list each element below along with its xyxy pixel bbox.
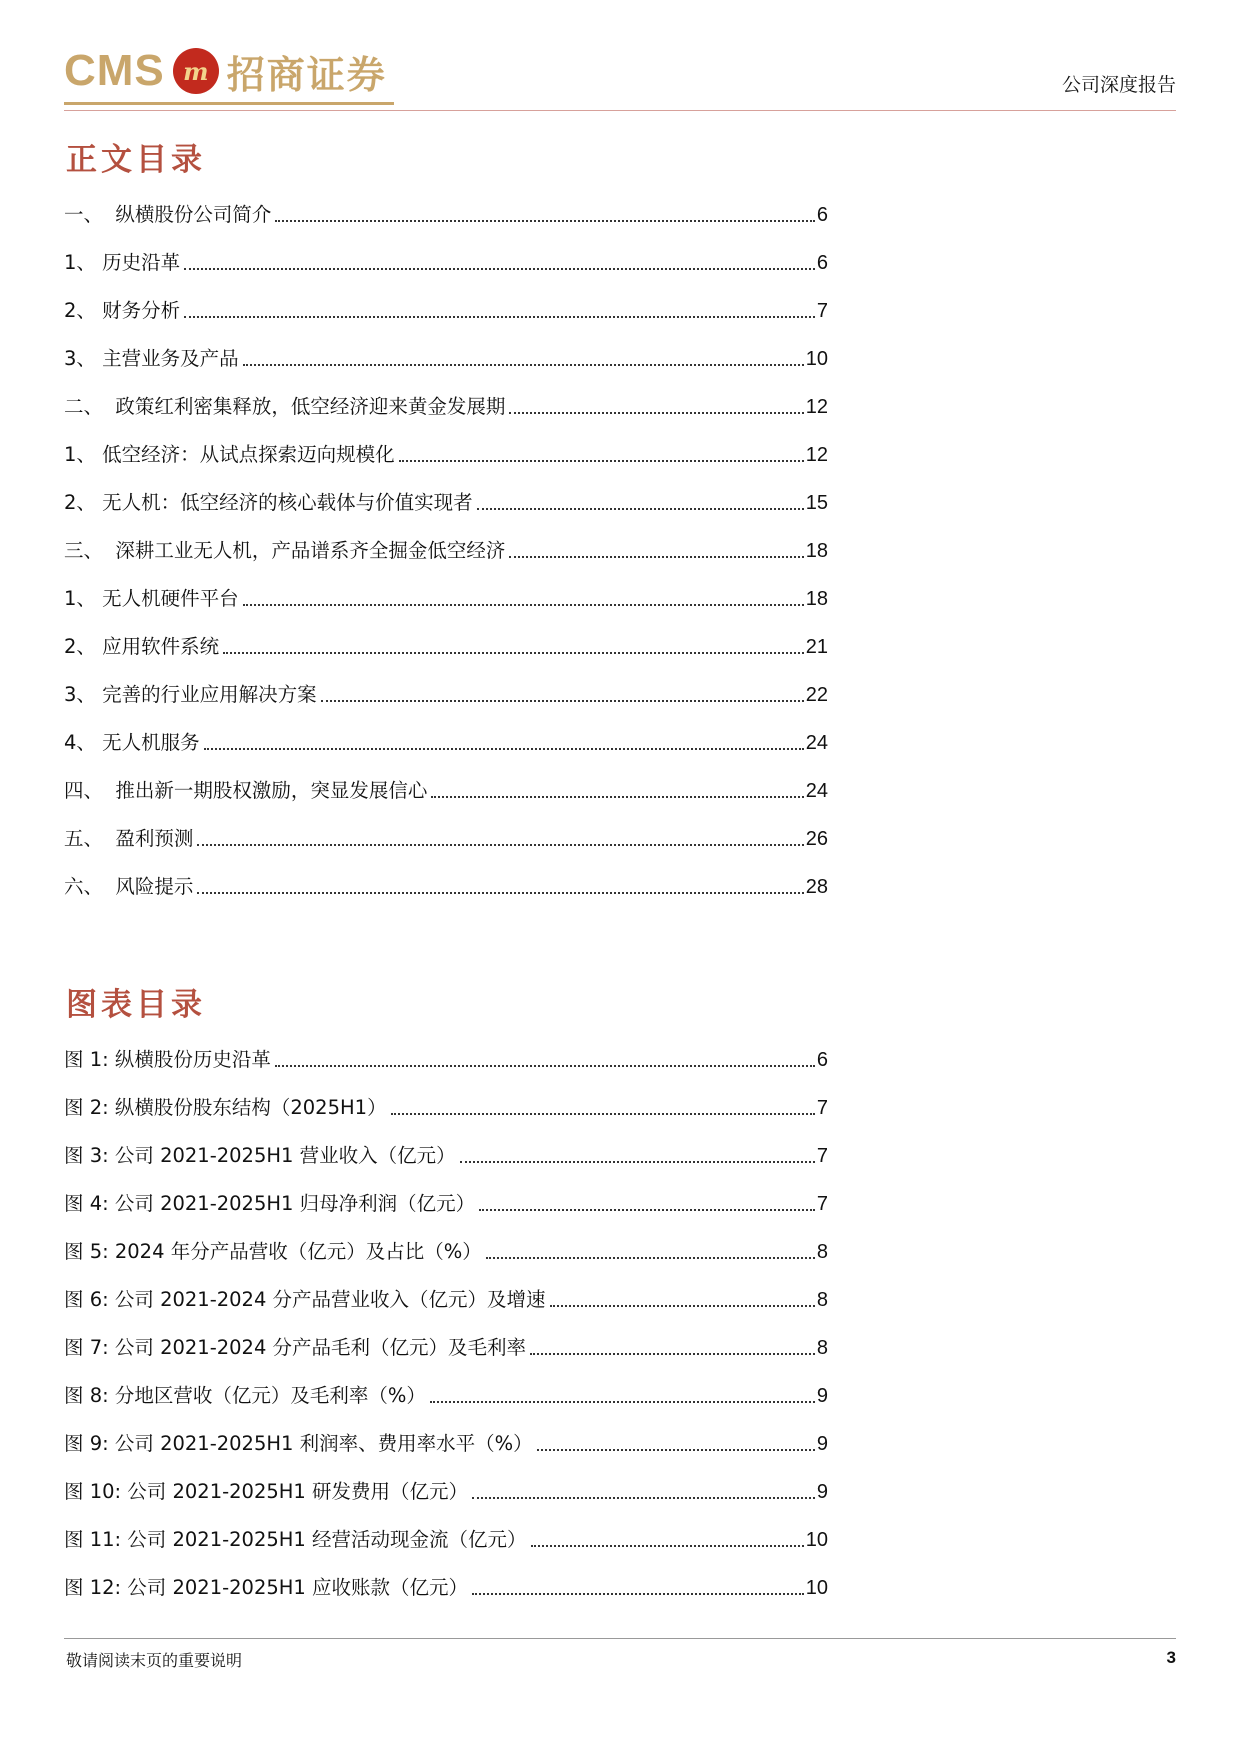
dot-leader	[477, 507, 804, 510]
logo-emblem-icon: m	[173, 48, 219, 94]
toc-entry-page: 7	[816, 1193, 828, 1215]
toc-entry[interactable]	[64, 660, 828, 708]
toc-entry-page: 12	[805, 444, 828, 466]
page-header	[64, 40, 1176, 112]
figures-list	[64, 1025, 828, 1601]
dot-leader	[391, 1112, 815, 1115]
toc-entry-label: 图 5: 2024 年分产品营收（亿元）及占比（%）	[64, 1239, 486, 1265]
toc-entry[interactable]	[64, 1121, 828, 1169]
dot-leader	[530, 1352, 815, 1355]
toc-entry[interactable]	[64, 1169, 828, 1217]
toc-entry-page: 10	[805, 1529, 828, 1551]
toc-entry[interactable]	[64, 468, 828, 516]
toc-entry-page: 8	[816, 1241, 828, 1263]
toc-entry[interactable]	[64, 420, 828, 468]
toc-entry-page: 28	[805, 876, 828, 898]
toc-entry[interactable]	[64, 564, 828, 612]
toc-entry[interactable]	[64, 1073, 828, 1121]
toc-entry-page: 10	[805, 1577, 828, 1599]
toc-entry[interactable]	[64, 1265, 828, 1313]
toc-entry-page: 6	[816, 252, 828, 274]
toc-entry-label: 3、 完善的行业应用解决方案	[64, 682, 321, 708]
toc-entry-label: 3、 主营业务及产品	[64, 346, 243, 372]
toc-entry[interactable]	[64, 1025, 828, 1073]
dot-leader	[275, 219, 814, 222]
toc-entry-page: 7	[816, 1145, 828, 1167]
toc-entry[interactable]	[64, 708, 828, 756]
toc-entry-label: 2、 财务分析	[64, 298, 184, 324]
toc-entry-label: 2、 应用软件系统	[64, 634, 223, 660]
dot-leader	[430, 1400, 815, 1403]
toc-entry-label: 图 1: 纵横股份历史沿革	[64, 1047, 275, 1073]
toc-entry-page: 18	[805, 540, 828, 562]
toc-entry[interactable]	[64, 324, 828, 372]
dot-leader	[531, 1544, 804, 1547]
toc-entry-label: 图 12: 公司 2021-2025H1 应收账款（亿元）	[64, 1575, 472, 1601]
dot-leader	[509, 555, 803, 558]
toc-entry[interactable]	[64, 276, 828, 324]
toc-entry[interactable]	[64, 516, 828, 564]
figures-title: 图表目录	[66, 987, 206, 1023]
toc-entry-page: 9	[816, 1433, 828, 1455]
toc-entry-label: 1、 无人机硬件平台	[64, 586, 243, 612]
toc-entry-page: 22	[805, 684, 828, 706]
page-number: 3	[1166, 1648, 1176, 1667]
dot-leader	[550, 1304, 815, 1307]
dot-leader	[472, 1496, 815, 1499]
toc-entry-label: 图 10: 公司 2021-2025H1 研发费用（亿元）	[64, 1479, 472, 1505]
toc-entry-page: 15	[805, 492, 828, 514]
dot-leader	[486, 1256, 815, 1259]
toc-entry-label: 4、 无人机服务	[64, 730, 204, 756]
dot-leader	[197, 891, 803, 894]
toc-entry-page: 8	[816, 1289, 828, 1311]
toc-entry-label: 四、 推出新一期股权激励，突显发展信心	[64, 778, 431, 804]
toc-entry-label: 图 11: 公司 2021-2025H1 经营活动现金流（亿元）	[64, 1527, 531, 1553]
dot-leader	[184, 267, 815, 270]
dot-leader	[204, 747, 804, 750]
report-type: 公司深度报告	[1061, 74, 1176, 96]
toc-entry-page: 10	[805, 348, 828, 370]
toc-entry-label: 六、 风险提示	[64, 874, 197, 900]
header-divider	[64, 110, 1176, 111]
toc-entry-page: 6	[816, 204, 828, 226]
toc-entry-page: 26	[805, 828, 828, 850]
toc-entry-page: 24	[805, 780, 828, 802]
logo-text-en: CMS	[64, 46, 165, 95]
cms-logo	[64, 40, 387, 102]
dot-leader	[479, 1208, 815, 1211]
toc-entry-page: 9	[816, 1385, 828, 1407]
toc-entry-label: 图 4: 公司 2021-2025H1 归母净利润（亿元）	[64, 1191, 479, 1217]
toc-entry[interactable]	[64, 1313, 828, 1361]
toc-entry-label: 图 3: 公司 2021-2025H1 营业收入（亿元）	[64, 1143, 460, 1169]
toc-entry-label: 三、 深耕工业无人机，产品谱系齐全掘金低空经济	[64, 538, 509, 564]
footer-divider	[64, 1638, 1176, 1639]
dot-leader	[321, 699, 804, 702]
toc-entry-label: 图 2: 纵横股份股东结构（2025H1）	[64, 1095, 391, 1121]
toc-entry-label: 图 6: 公司 2021-2024 分产品营业收入（亿元）及增速	[64, 1287, 550, 1313]
toc-entry[interactable]	[64, 1361, 828, 1409]
footer-note: 敬请阅读末页的重要说明	[66, 1651, 243, 1670]
toc-entry[interactable]	[64, 756, 828, 804]
toc-entry-page: 18	[805, 588, 828, 610]
toc-entry-page: 12	[805, 396, 828, 418]
dot-leader	[223, 651, 804, 654]
toc-entry[interactable]	[64, 1217, 828, 1265]
dot-leader	[472, 1592, 804, 1595]
dot-leader	[184, 315, 815, 318]
toc-entry[interactable]	[64, 228, 828, 276]
contents-list	[64, 180, 828, 900]
contents-title: 正文目录	[66, 142, 206, 178]
toc-entry-label: 1、 低空经济：从试点探索迈向规模化	[64, 442, 399, 468]
toc-entry-page: 7	[816, 1097, 828, 1119]
dot-leader	[243, 603, 804, 606]
toc-entry-page: 6	[816, 1049, 828, 1071]
toc-entry-label: 一、 纵横股份公司简介	[64, 202, 275, 228]
toc-entry-page: 9	[816, 1481, 828, 1503]
toc-entry[interactable]	[64, 372, 828, 420]
toc-entry[interactable]	[64, 1409, 828, 1457]
toc-entry-label: 2、 无人机：低空经济的核心载体与价值实现者	[64, 490, 477, 516]
dot-leader	[243, 363, 804, 366]
toc-entry-label: 五、 盈利预测	[64, 826, 197, 852]
logo-text-cn: 招商证券	[226, 52, 387, 97]
toc-entry-label: 图 7: 公司 2021-2024 分产品毛利（亿元）及毛利率	[64, 1335, 530, 1361]
toc-entry-page: 21	[805, 636, 828, 658]
dot-leader	[197, 843, 803, 846]
toc-entry-page: 8	[816, 1337, 828, 1359]
toc-entry-label: 1、 历史沿革	[64, 250, 184, 276]
toc-entry-label: 二、 政策红利密集释放，低空经济迎来黄金发展期	[64, 394, 509, 420]
logo-underline	[64, 102, 394, 105]
dot-leader	[509, 411, 803, 414]
toc-entry-label: 图 9: 公司 2021-2025H1 利润率、费用率水平（%）	[64, 1431, 537, 1457]
dot-leader	[275, 1064, 815, 1067]
toc-entry[interactable]	[64, 1553, 828, 1601]
dot-leader	[399, 459, 804, 462]
dot-leader	[431, 795, 803, 798]
toc-entry[interactable]	[64, 180, 828, 228]
toc-entry[interactable]	[64, 852, 828, 900]
toc-entry[interactable]	[64, 804, 828, 852]
toc-entry-label: 图 8: 分地区营收（亿元）及毛利率（%）	[64, 1383, 430, 1409]
dot-leader	[537, 1448, 815, 1451]
dot-leader	[460, 1160, 815, 1163]
toc-entry-page: 24	[805, 732, 828, 754]
toc-entry-page: 7	[816, 300, 828, 322]
toc-entry[interactable]	[64, 1457, 828, 1505]
toc-entry[interactable]	[64, 1505, 828, 1553]
toc-entry[interactable]	[64, 612, 828, 660]
